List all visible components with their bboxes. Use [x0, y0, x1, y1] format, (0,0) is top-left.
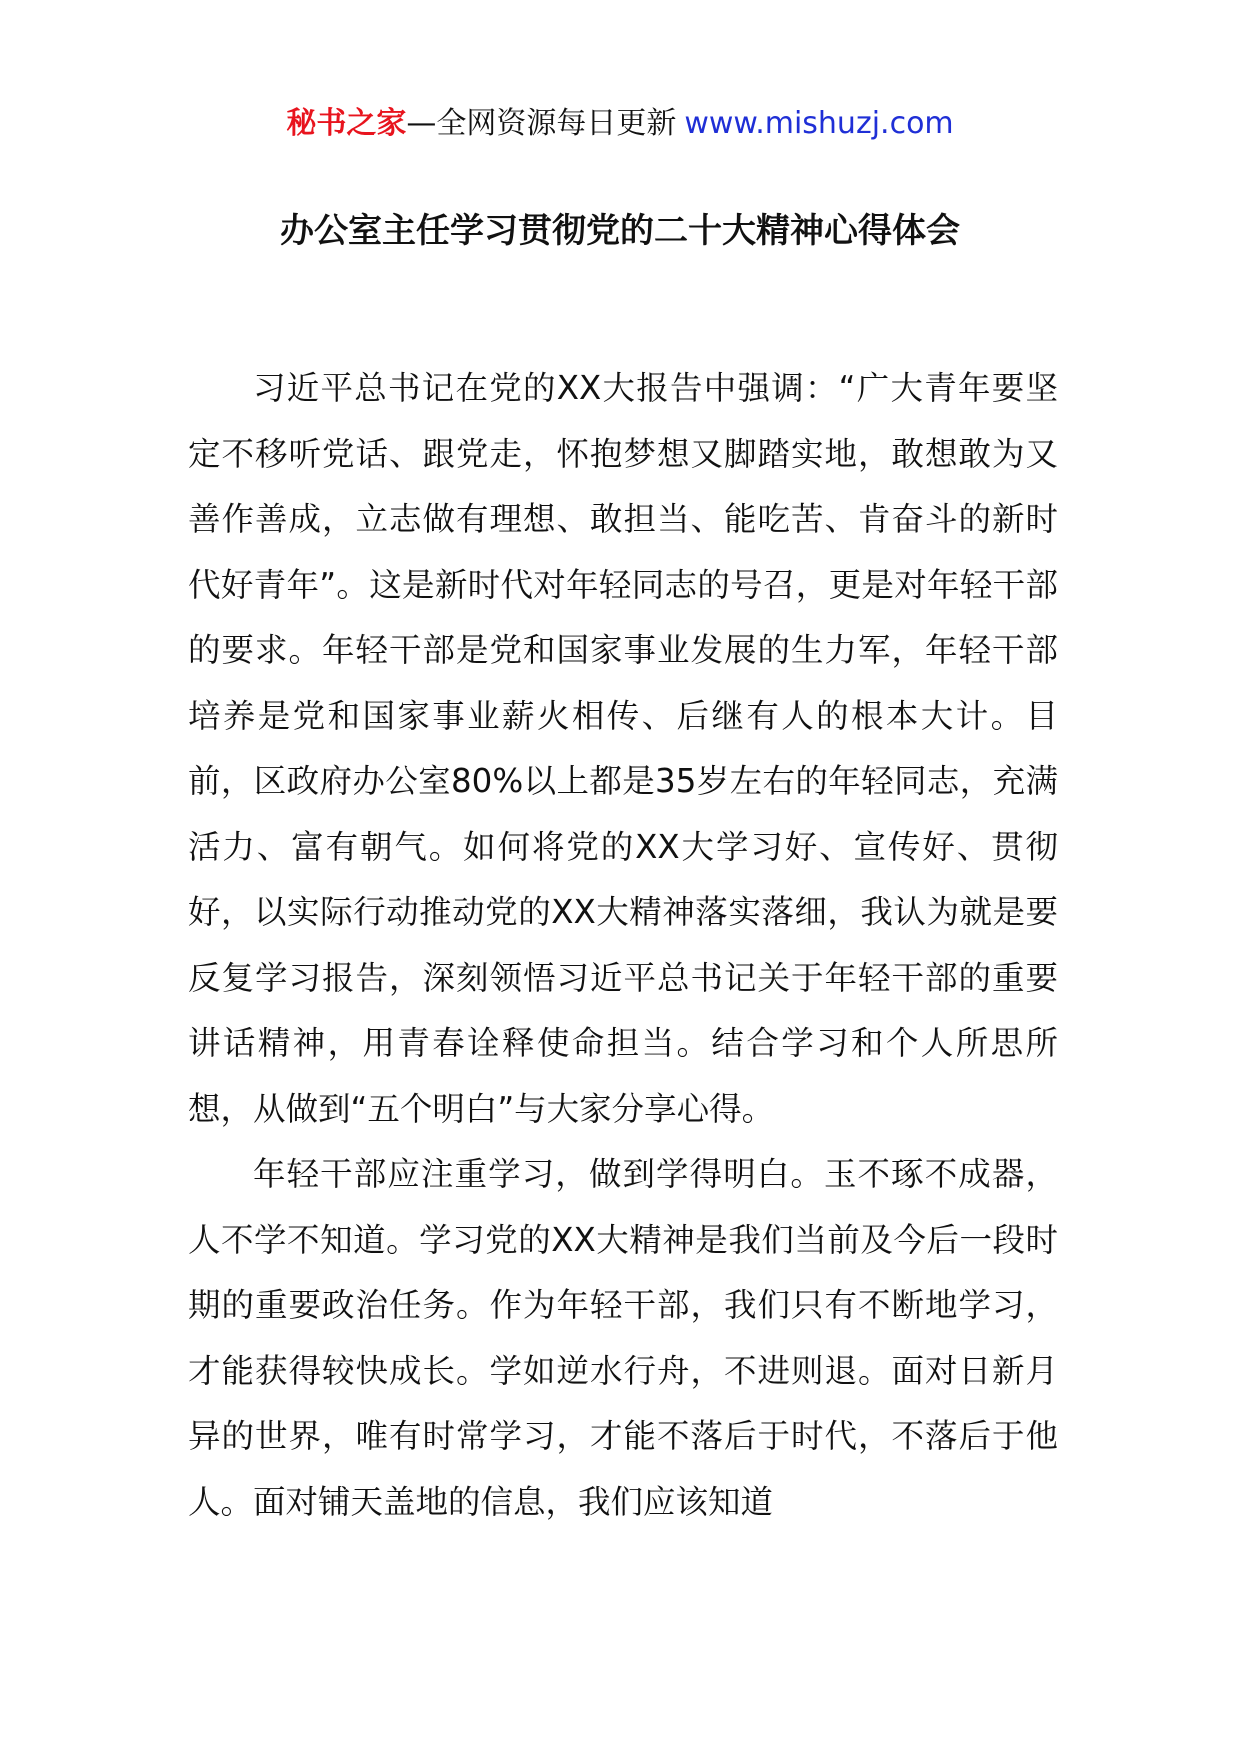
site-brand: 秘书之家	[286, 106, 407, 141]
site-url-link[interactable]: www.mishuzj.com	[684, 106, 954, 141]
document-body	[188, 356, 1058, 1535]
paragraph: 年轻干部应注重学习，做到学得明白。玉不琢不成器，人不学不知道。学习党的XX大精神是我们当前及今后一段时期的重要政治任务。作为年轻干部，我们只有不断地学习，才能获得较快成长。学如逆水行舟，不进则退。面对日新月异的世界，唯有时常学习，才能不落后于时代，不落后于他人。面对铺天盖地的信息，我们应该知道	[188, 1155, 1058, 1521]
site-banner	[0, 104, 1240, 144]
document-title: 办公室主任学习贯彻党的二十大精神心得体会	[280, 211, 960, 251]
site-slogan: —全网资源每日更新	[406, 106, 677, 141]
paragraph: 习近平总书记在党的XX大报告中强调：“广大青年要坚定不移听党话、跟党走，怀抱梦想又脚踏实地，敢想敢为又善作善成，立志做有理想、敢担当、能吃苦、肯奋斗的新时代好青年”。这是新时代对年轻同志的号召，更是对年轻干部的要求。年轻干部是党和国家事业发展的生力军，年轻干部培养是党和国家事业薪火相传、后继有人的根本大计。目前，区政府办公室80%以上都是35岁左右的年轻同志，充满活力、富有朝气。如何将党的XX大学习好、宣传好、贯彻好，以实际行动推动党的XX大精神落实落细，我认为就是要反复学习报告，深刻领悟习近平总书记关于年轻干部的重要讲话精神，用青春诠释使命担当。结合学习和个人所思所想，从做到“五个明白”与大家分享心得。	[188, 369, 1058, 1128]
